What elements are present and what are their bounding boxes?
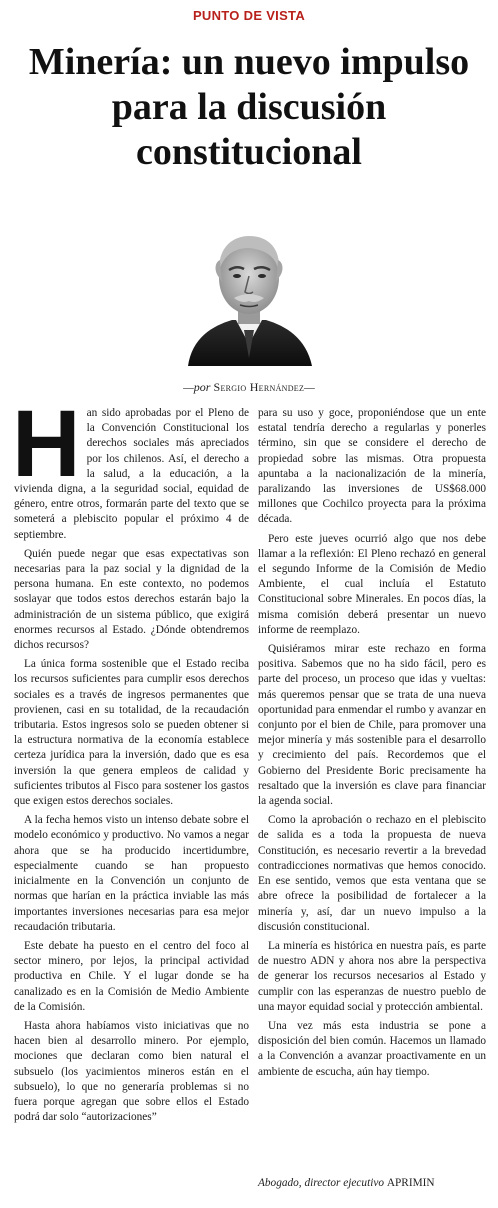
byline-prefix: —por [183, 380, 211, 394]
article-paragraph: La única forma sostenible que el Estado reciba los recursos suficientes para cumplir esos derechos sociales es a través de ingresos permanentes que provienen, casi en su totalidad, de la recaudación tributaria. Estos ingresos solo se pueden obtener si la estructura normativa de la economía establece certeza jurídica para la inversión, dado que es esa inversión la que genera empleos de calidad y suficientes tributos al Fisco para sostener los gastos que exigen estos derechos sociales. [14, 658, 249, 808]
author-photo [182, 226, 316, 366]
article-paragraph: Como la aprobación o rechazo en el plebiscito de salida es a toda la propuesta de nueva Constitución, es necesario revertir a la brevedad contradicciones normativas que hemos conocido. En ese sentido, vemos que esta ventana que se abre ofrece la posibilidad de fortalecer a la minería y, así, dar un nuevo impulso a la discusión constitucional. [258, 814, 486, 933]
article-paragraph: A la fecha hemos visto un intenso debate sobre el modelo económico y productivo. No vamos a negar ahora que se ha producido incertidumbre, especialmente cuando se han propuesto inicialmente en la Convención un conjunto de normas que harían en la práctica inviable las más importantes inversiones necesarias para esa mejor recaudación tributaria. [14, 814, 249, 933]
article-paragraph: Quisiéramos mirar este rechazo en forma positiva. Sabemos que no ha sido fácil, pero es parte del proceso, un proceso que idas y vueltas: más queremos pensar que se trata de una nueva oportunidad para enmendar el rumbo y avanzar en conjunto por el bien de Chile, para promover una mejor minería y más sostenible para el desarrollo y crecimiento del país. Recordemos que el Gobierno del Presidente Boric precisamente ha resaltado que la inversión es clave para financiar la agenda social. [258, 643, 486, 808]
drop-cap: H [12, 391, 81, 497]
byline-suffix: — [304, 380, 315, 394]
signature-role: Abogado, director ejecutivo [258, 1177, 385, 1189]
paragraph-text: an sido aprobadas por el Pleno de la Convención Constitucional los derechos sociales más apreciados por los chilenos. Así, el derecho a la salud, a la educación, a la vivienda digna, a la seguridad social, equidad de género, entre otros, formarán parte del texto que se someterá a plebiscito popular el próximo 4 de septiembre. [14, 407, 249, 541]
byline-author: Sergio Hernández [213, 380, 305, 394]
article-paragraph: Hasta ahora habíamos visto iniciativas que no hacen bien al desarrollo minero. Por ejemplo, mociones que declaran como bien natural el subsuelo (los yacimientos mineros están en el subsuelo), lo que no generaría problemas si no fuera porque agregan que sobre ellos el Estado podrá dar solo “autorizaciones” [14, 1019, 249, 1124]
article-paragraph: Una vez más esta industria se pone a disposición del bien común. Hacemos un llamado a la Convención a avanzar proactivamente en un ambiente de escucha, aún hay tiempo. [258, 1019, 486, 1078]
article-column-left [12, 391, 249, 1129]
headline: Minería: un nuevo impulso para la discusión constitucional [28, 41, 470, 173]
article-paragraph: Este debate ha puesto en el centro del foco al sector minero, por lejos, la principal actividad productiva en Chile. Y el lugar donde se ha canalizado es en la Comisión de Medio Ambiente de la Comisión. [14, 939, 249, 1013]
article-paragraph [12, 391, 249, 543]
signature-org: APRIMIN [386, 1177, 435, 1189]
section-label: PUNTO DE VISTA [192, 8, 306, 23]
article-column-right [258, 406, 486, 1084]
author-signature [258, 1177, 486, 1189]
article-paragraph: para su uso y goce, proponiéndose que un ente estatal tendría derecho a regularlas y ponerles término, sin que se considere el derecho de propiedad sobre las mismas. Otra propuesta apuntaba a la nacionalización de la minería, paralizando las inversiones de US$68.000 millones que Cochilco proyecta para la próxima década. [258, 407, 486, 526]
article-paragraph: La minería es histórica en nuestra país, es parte de nuestro ADN y ahora nos abre la perspectiva de generar los recursos necesarios al Estado y cumplir con las esperanzas de nuestro pueblo de una mayor equidad social y protección ambiental. [258, 939, 486, 1013]
article-paragraph: Pero este jueves ocurrió algo que nos debe llamar a la reflexión: El Pleno rechazó en general el segundo Informe de la Comisión de Medio Ambiente, el cual incluía el Estatuto Constitucional sobre Minerales. En pocos días, la misma comisión deberá presentar un nuevo informe de reemplazo. [258, 532, 486, 636]
article-paragraph: Quién puede negar que esas expectativas son necesarias para la paz social y la dignidad de la persona humana. En este contexto, no podemos soslayar que todos estos derechos estarán bajo la administración de un sistema público, que exigirá enormes recursos al Estado. ¿Dónde obtendremos dichos recursos? [14, 547, 249, 652]
